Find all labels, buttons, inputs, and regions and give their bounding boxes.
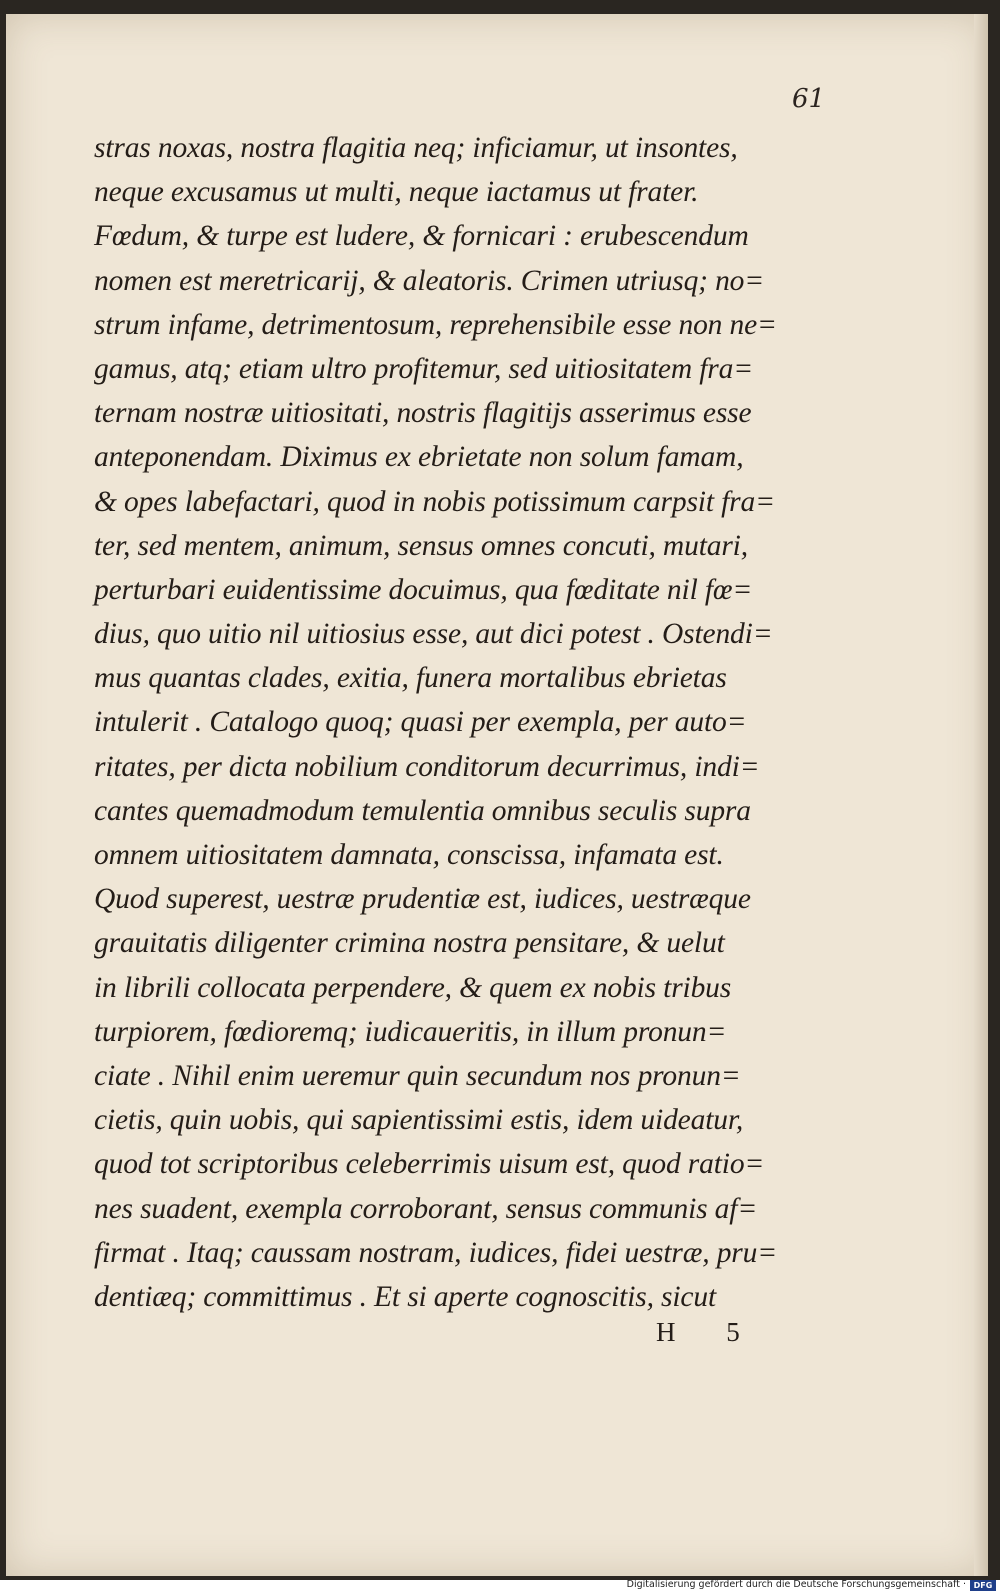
funding-credit: Digitalisierung gefördert durch die Deutsche Forschungsgemeinschaft · bbox=[626, 1579, 966, 1590]
text-line: perturbari euidentissime docuimus, qua fœditate nil fœ= bbox=[94, 573, 753, 606]
text-line: anteponendam. Diximus ex ebrietate non solum famam, bbox=[94, 441, 744, 474]
text-line: nomen est meretricarij, & aleatoris. Crimen utriusq; no= bbox=[94, 264, 765, 297]
signature-mark: H 5 bbox=[656, 1317, 762, 1347]
text-line: intulerit . Catalogo quoq; quasi per exempla, per auto= bbox=[94, 706, 747, 739]
text-line: Fœdum, & turpe est ludere, & fornicari : erubescendum bbox=[94, 220, 749, 253]
text-line: in librili collocata perpendere, & quem ex nobis tribus bbox=[94, 971, 732, 1004]
text-line: neque excusamus ut multi, neque iactamus ut frater. bbox=[94, 176, 699, 209]
text-line: dentiæq; committimus . Et si aperte cognoscitis, sicut bbox=[94, 1280, 716, 1313]
text-line: & opes labefactari, quod in nobis potissimum carpsit fra= bbox=[94, 485, 775, 518]
text-line: cantes quemadmodum temulentia omnibus seculis supra bbox=[94, 794, 751, 827]
text-line: strum infame, detrimentosum, reprehensibile esse non ne= bbox=[94, 308, 777, 341]
text-line: ter, sed mentem, animum, sensus omnes concuti, mutari, bbox=[94, 529, 748, 562]
body-text bbox=[94, 126, 854, 1319]
text-line: ciate . Nihil enim ueremur quin secundum nos pronun= bbox=[94, 1059, 741, 1092]
text-line: firmat . Itaq; caussam nostram, iudices, fidei uestræ, pru= bbox=[94, 1236, 777, 1269]
text-line: dius, quo uitio nil uitiosius esse, aut dici potest . Ostendi= bbox=[94, 618, 773, 651]
book-page bbox=[6, 14, 988, 1576]
text-line: nes suadent, exempla corroborant, sensus communis af= bbox=[94, 1192, 758, 1225]
text-line: gamus, atq; etiam ultro profitemur, sed uitiositatem fra= bbox=[94, 352, 753, 385]
text-line: quod tot scriptoribus celeberrimis uisum est, quod ratio= bbox=[94, 1148, 765, 1181]
page-edge bbox=[974, 14, 988, 1576]
text-line: Quod superest, uestræ prudentiæ est, iudices, uestræque bbox=[94, 883, 751, 916]
text-line: mus quantas clades, exitia, funera mortalibus ebrietas bbox=[94, 662, 727, 695]
text-line: ritates, per dicta nobilium conditorum decurrimus, indi= bbox=[94, 750, 760, 783]
dfg-logo: DFG bbox=[970, 1580, 996, 1591]
text-line: omnem uitiositatem damnata, conscissa, infamata est. bbox=[94, 839, 724, 871]
text-line: cietis, quin uobis, qui sapientissimi estis, idem uideatur, bbox=[94, 1104, 744, 1137]
page-number: 61 bbox=[792, 84, 826, 114]
text-line: stras noxas, nostra flagitia neq; inficiamur, ut insontes, bbox=[94, 132, 738, 164]
text-line: turpiorem, fœdioremq; iudicaueritis, in illum pronun= bbox=[94, 1015, 727, 1048]
text-line: grauitatis diligenter crimina nostra pensitare, & uelut bbox=[94, 927, 725, 960]
text-line: ternam nostræ uitiositati, nostris flagitijs asserimus esse bbox=[94, 397, 752, 430]
